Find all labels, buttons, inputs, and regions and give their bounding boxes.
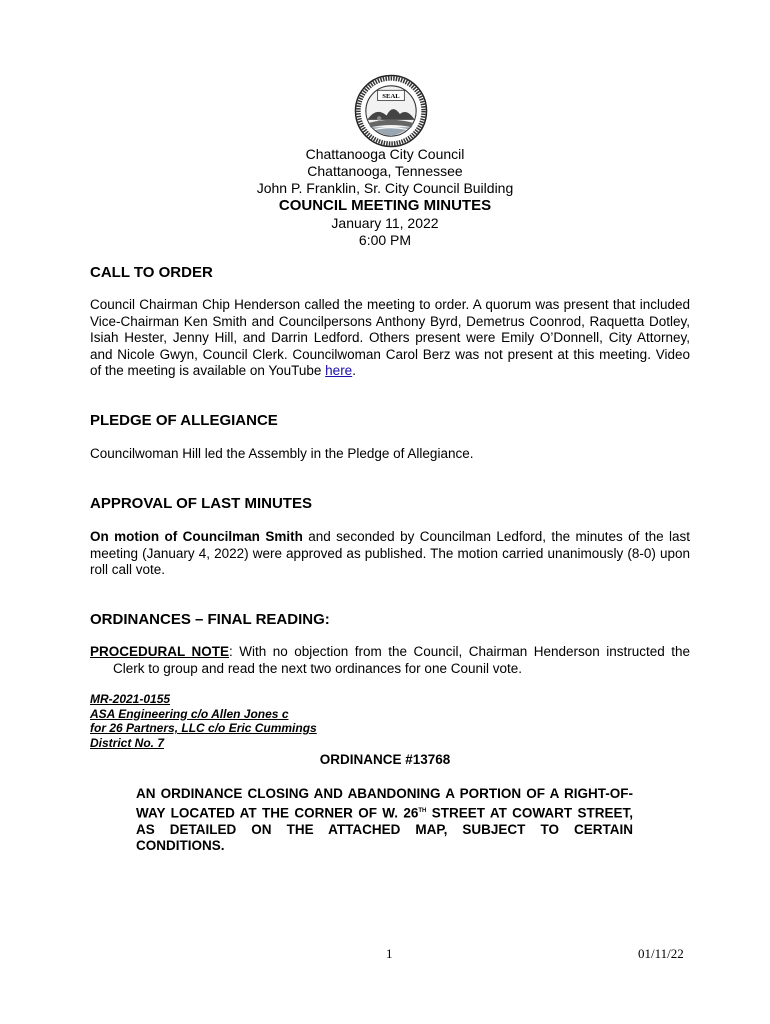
document-title: COUNCIL MEETING MINUTES xyxy=(278,197,492,214)
ordinance-line3: AS DETAILED ON THE ATTACHED MAP, SUBJECT TO CERTAIN xyxy=(136,821,633,837)
ordinance-line1: AN ORDINANCE CLOSING AND ABANDONING A PORTION OF A RIGHT-OF- xyxy=(136,786,633,801)
call-to-order-body: Council Chairman Chip Henderson called the meeting to order. A quorum was present that included Vice-Chairman Ken Smith and Councilpersons Anthony Byrd, Demetrus Coonrod, Raquetta Dotley, Isiah Hester, Jenny Hill, and Darrin Ledford. Others present were Emily O’Donnell, City Attorney, and Nicole Gwyn, Council Clerk. Councilwoman Carol Berz was not present at this meeting. Video of the meeting is available on YouTube xyxy=(90,297,690,378)
city-seal-logo xyxy=(354,74,428,148)
approval-heading: APPROVAL OF LAST MINUTES xyxy=(90,495,312,512)
procedural-note-label: PROCEDURAL NOTE xyxy=(90,644,229,659)
pledge-text: Councilwoman Hill led the Assembly in the Pledge of Allegiance. xyxy=(90,446,474,461)
ordinance-line4: CONDITIONS. xyxy=(136,838,225,853)
approval-text xyxy=(90,529,690,579)
procedural-note-line2: Clerk to group and read the next two ordinances for one Counil vote. xyxy=(113,660,522,676)
ordinances-heading: ORDINANCES – FINAL READING: xyxy=(90,611,330,628)
building-name: John P. Franklin, Sr. City Council Building xyxy=(256,180,514,196)
ordinance-caption xyxy=(136,786,633,855)
meeting-time: 6:00 PM xyxy=(358,232,412,248)
call-to-order-end: . xyxy=(352,363,356,378)
call-to-order-text xyxy=(90,297,690,380)
svg-text:SEAL: SEAL xyxy=(382,93,400,101)
ordinance-number: ORDINANCE #13768 xyxy=(319,752,451,767)
footer-date: 01/11/22 xyxy=(638,946,684,961)
procedural-note-text1: : With no objection from the Council, Chairman Henderson instructed the xyxy=(229,644,691,659)
document-header xyxy=(0,146,770,249)
council-name: Chattanooga City Council xyxy=(305,146,465,162)
ordinance-line2a: WAY LOCATED AT THE CORNER OF W. 26 xyxy=(136,805,419,820)
ordinance-line2 xyxy=(136,803,633,822)
call-to-order-heading: CALL TO ORDER xyxy=(90,264,213,281)
ordinance-line2b: STREET AT COWART STREET, xyxy=(426,805,633,820)
case-number: MR-2021-0155 xyxy=(90,692,171,706)
city-state: Chattanooga, Tennessee xyxy=(307,163,463,179)
motion-bold: On motion of Councilman Smith xyxy=(90,529,303,544)
pledge-heading: PLEDGE OF ALLEGIANCE xyxy=(90,412,278,429)
procedural-note-line1 xyxy=(90,644,690,661)
page-number: 1 xyxy=(386,946,393,961)
case-applicant: ASA Engineering c/o Allen Jones c xyxy=(90,706,289,721)
procedural-note xyxy=(90,644,690,677)
meeting-date: January 11, 2022 xyxy=(331,215,439,231)
youtube-link[interactable]: here xyxy=(325,363,353,378)
case-owner: for 26 Partners, LLC c/o Eric Cummings xyxy=(90,721,317,735)
case-reference xyxy=(90,692,317,750)
ordinance-line2-sup: TH xyxy=(418,807,427,814)
case-district: District No. 7 xyxy=(90,735,165,750)
approval-body: and seconded by Councilman Ledford, the minutes of the last meeting (January 4, 2022) were approved as published. The motion carried unanimously (8-0) upon roll call vote. xyxy=(90,529,690,577)
